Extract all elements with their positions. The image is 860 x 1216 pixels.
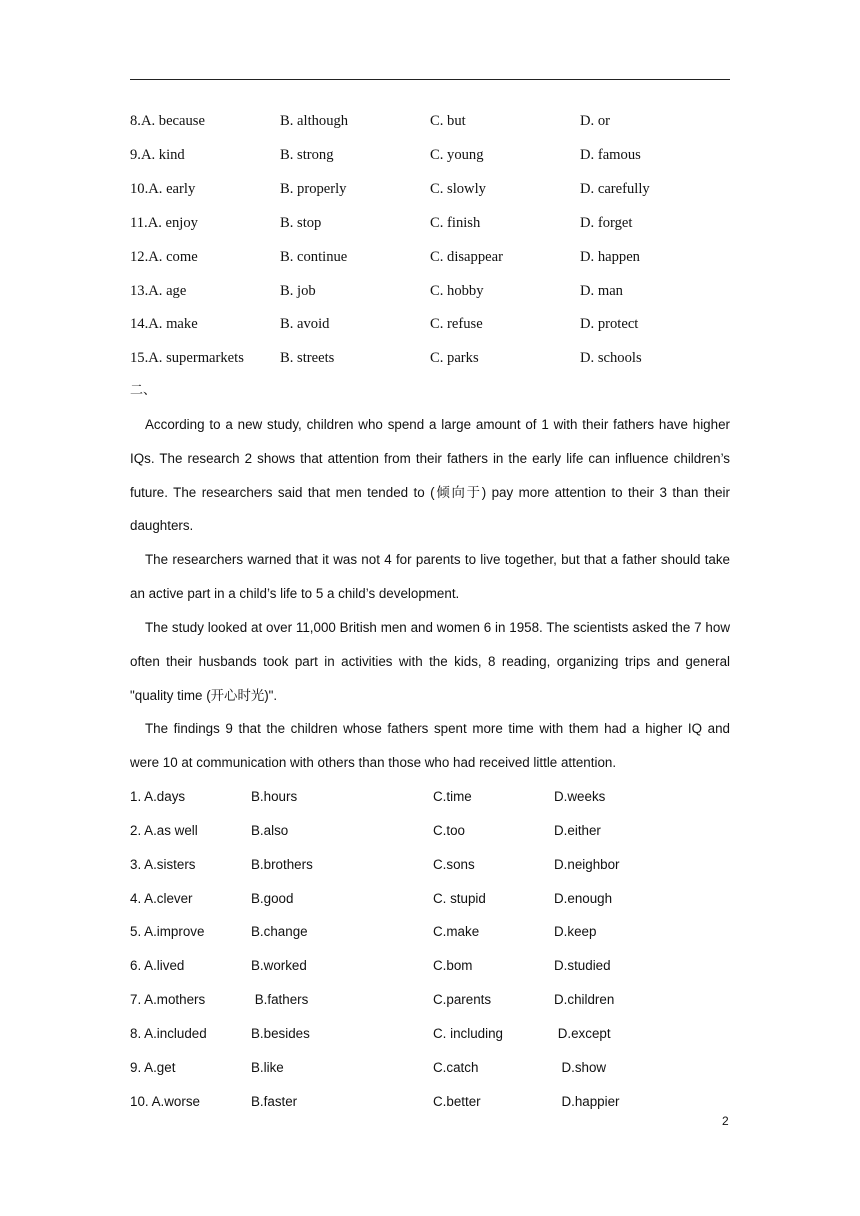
option-c: C.sons	[433, 857, 475, 872]
option-a: 9. A.get	[130, 1060, 176, 1075]
option-d: D.happier	[554, 1094, 620, 1109]
option-a: 4. A.clever	[130, 891, 193, 906]
option-a: 3. A.sisters	[130, 857, 196, 872]
option-a: 12.A. come	[130, 249, 198, 265]
option-b: B. job	[280, 283, 316, 299]
passage-paragraph: The findings 9 that the children whose fathers spent more time with them had a higher IQ and were 10 at communication with others than those who had received little attention.	[130, 721, 730, 770]
option-d: D. man	[580, 283, 623, 299]
option-c: C.parents	[433, 992, 492, 1007]
option-a: 11.A. enjoy	[130, 215, 198, 231]
option-a: 15.A. supermarkets	[130, 350, 244, 366]
option-b: B. continue	[280, 249, 348, 265]
option-d: D.show	[554, 1060, 607, 1075]
option-b: B.hours	[251, 789, 298, 804]
option-b: B. streets	[280, 350, 335, 366]
page-number: 2	[722, 1114, 729, 1128]
option-b: B.fathers	[251, 992, 309, 1007]
option-c: C. but	[430, 113, 466, 129]
option-c: C. including	[433, 1026, 503, 1041]
option-d: D. happen	[580, 249, 640, 265]
option-d: D. forget	[580, 215, 633, 231]
option-d: D.children	[554, 992, 615, 1007]
option-d: D.keep	[554, 924, 597, 939]
option-a: 1. A.days	[130, 789, 186, 804]
option-c: C.catch	[433, 1060, 479, 1075]
option-c: C. stupid	[433, 891, 486, 906]
option-c: C.time	[433, 789, 472, 804]
option-a: 10. A.worse	[130, 1094, 200, 1109]
header-rule	[130, 79, 730, 80]
option-a: 13.A. age	[130, 283, 187, 299]
option-d: D.neighbor	[554, 857, 620, 872]
option-b: B.besides	[251, 1026, 310, 1041]
option-b: B.faster	[251, 1094, 298, 1109]
option-c: C.make	[433, 924, 480, 939]
option-d: D. famous	[580, 147, 641, 163]
option-c: C. disappear	[430, 249, 503, 265]
option-b: B. stop	[280, 215, 322, 231]
option-b: B.also	[251, 823, 289, 838]
option-d: D. carefully	[580, 181, 650, 197]
option-b: B.good	[251, 891, 294, 906]
option-b: B.brothers	[251, 857, 313, 872]
option-b: B. properly	[280, 181, 347, 197]
option-d: D. or	[580, 113, 610, 129]
passage-paragraph: According to a new study, children who spend a large amount of 1 with their fathers have higher IQs. The research 2 shows that attention from their fathers in the early life can influence children’s future. The researchers said that men tended to (倾向于) pay more attention to their 3 than their daughters.	[130, 417, 730, 534]
option-d: D. schools	[580, 350, 642, 366]
option-d: D.either	[554, 823, 601, 838]
option-a: 8. A.included	[130, 1026, 207, 1041]
option-b: B.change	[251, 924, 308, 939]
option-d: D.weeks	[554, 789, 606, 804]
option-b: B. although	[280, 113, 349, 129]
option-c: C.better	[433, 1094, 481, 1109]
option-b: B. avoid	[280, 316, 330, 332]
option-d: D.enough	[554, 891, 613, 906]
option-a: 8.A. because	[130, 113, 205, 129]
option-a: 5. A.improve	[130, 924, 205, 939]
option-b: B.worked	[251, 958, 307, 973]
section-heading: 二、	[130, 383, 157, 398]
option-c: C. hobby	[430, 283, 484, 299]
option-d: D.studied	[554, 958, 611, 973]
option-b: B.like	[251, 1060, 284, 1075]
option-b: B. strong	[280, 147, 334, 163]
option-c: C. parks	[430, 350, 479, 366]
option-c: C.too	[433, 823, 466, 838]
option-a: 14.A. make	[130, 316, 198, 332]
option-a: 2. A.as well	[130, 823, 198, 838]
option-d: D. protect	[580, 316, 639, 332]
option-c: C. finish	[430, 215, 481, 231]
option-a: 6. A.lived	[130, 958, 185, 973]
option-a: 7. A.mothers	[130, 992, 206, 1007]
passage-paragraph: The researchers warned that it was not 4 for parents to live together, but that a father should take an active part in a child’s life to 5 a child’s development.	[130, 552, 730, 601]
option-c: C. slowly	[430, 181, 486, 197]
passage-paragraph: The study looked at over 11,000 British men and women 6 in 1958. The scientists asked the 7 how often their husbands took part in activities with the kids, 8 reading, organizing trips and general "quality time (开心时光)".	[130, 620, 730, 703]
option-a: 9.A. kind	[130, 147, 185, 163]
option-c: C. young	[430, 147, 484, 163]
option-c: C. refuse	[430, 316, 483, 332]
option-c: C.bom	[433, 958, 473, 973]
option-d: D.except	[554, 1026, 611, 1041]
option-a: 10.A. early	[130, 181, 196, 197]
